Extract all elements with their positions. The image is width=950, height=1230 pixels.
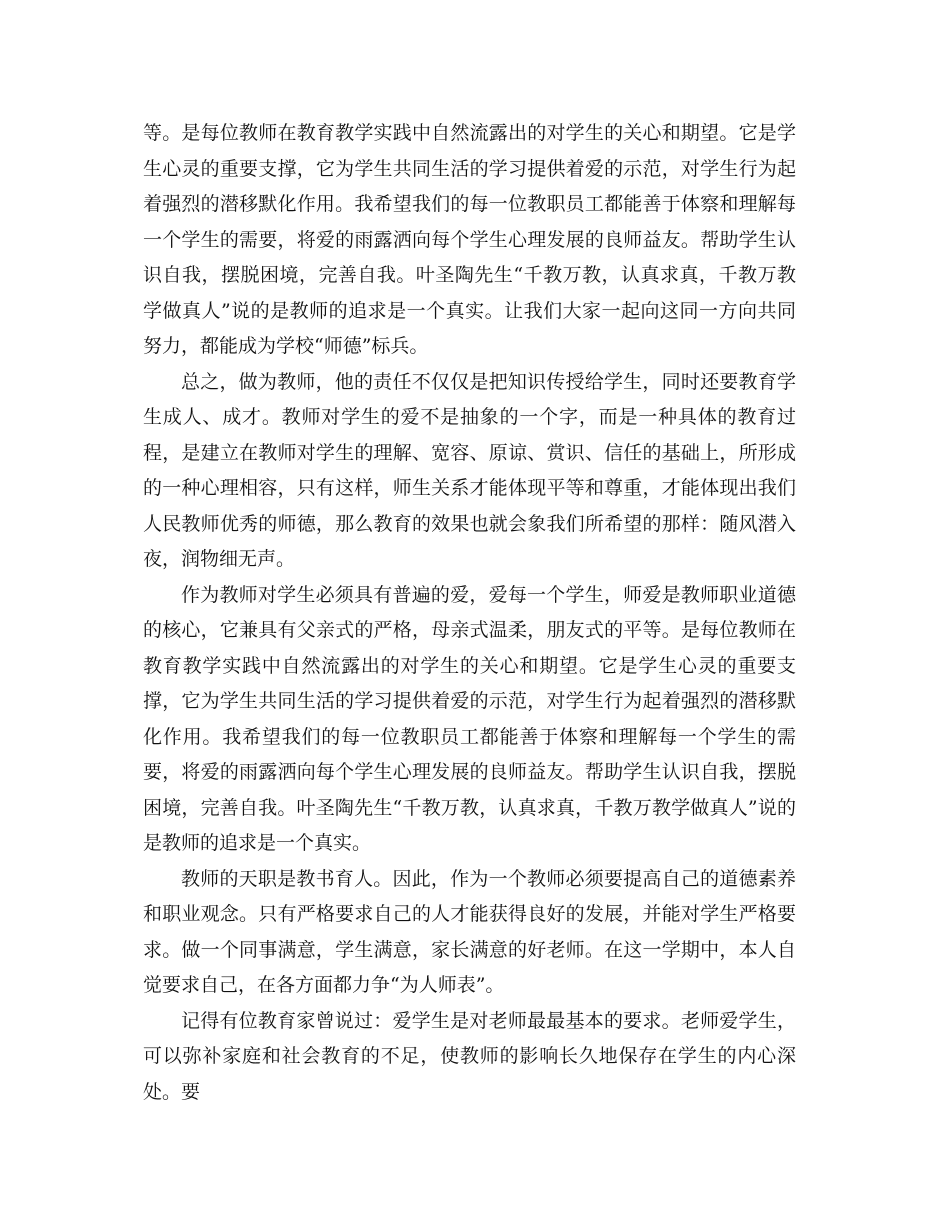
- paragraph-teacher-love: 作为教师对学生必须具有普遍的爱，爱每一个学生，师爱是教师职业道德的核心，它兼具有父亲式的严格，母亲式温柔，朋友式的平等。是每位教师在教育教学实践中自然流露出的对学生的关心和期望。它是学生心灵的重要支撑，它为学生共同生活的学习提供着爱的示范，对学生行为起着强烈的潜移默化作用。我希望我们的每一位教职员工都能善于体察和理解每一个学生的需要，将爱的雨露洒向每个学生心理发展的良师益友。帮助学生认识自我，摆脱困境，完善自我。叶圣陶先生“千教万教，认真求真，千教万教学做真人”说的是教师的追求是一个真实。: [143, 583, 796, 854]
- paragraph-teacher-duty: 教师的天职是教书育人。因此，作为一个教师必须要提高自己的道德素养和职业观念。只有严格要求自己的人才能获得良好的发展，并能对学生严格要求。做一个同事满意，学生满意，家长满意的好老师。在这一学期中，本人自觉要求自己，在各方面都力争“为人师表”。: [143, 867, 796, 996]
- paragraph-educator-quote: 记得有位教育家曾说过：爱学生是对老师最最基本的要求。老师爱学生，可以弥补家庭和社会教育的不足，使教师的影响长久地保存在学生的内心深处。要: [143, 1009, 796, 1103]
- paragraph-conclusion: 总之，做为教师，他的责任不仅仅是把知识传授给学生，同时还要教育学生成人、成才。教师对学生的爱不是抽象的一个字，而是一种具体的教育过程，是建立在教师对学生的理解、宽容、原谅、赏识、信任的基础上，所形成的一种心理相容，只有这样，师生关系才能体现平等和尊重，才能体现出我们人民教师优秀的师德，那么教育的效果也就会象我们所希望的那样：随风潜入夜，润物细无声。: [143, 370, 796, 570]
- document-body: [143, 116, 796, 1110]
- paragraph-continuation: 等。是每位教师在教育教学实践中自然流露出的对学生的关心和期望。它是学生心灵的重要支撑，它为学生共同生活的学习提供着爱的示范，对学生行为起着强烈的潜移默化作用。我希望我们的每一位教职员工都能善于体察和理解每一个学生的需要，将爱的雨露洒向每个学生心理发展的良师益友。帮助学生认识自我，摆脱困境，完善自我。叶圣陶先生“千教万教，认真求真，千教万教学做真人”说的是教师的追求是一个真实。让我们大家一起向这同一方向共同努力，都能成为学校“师德”标兵。: [143, 122, 796, 357]
